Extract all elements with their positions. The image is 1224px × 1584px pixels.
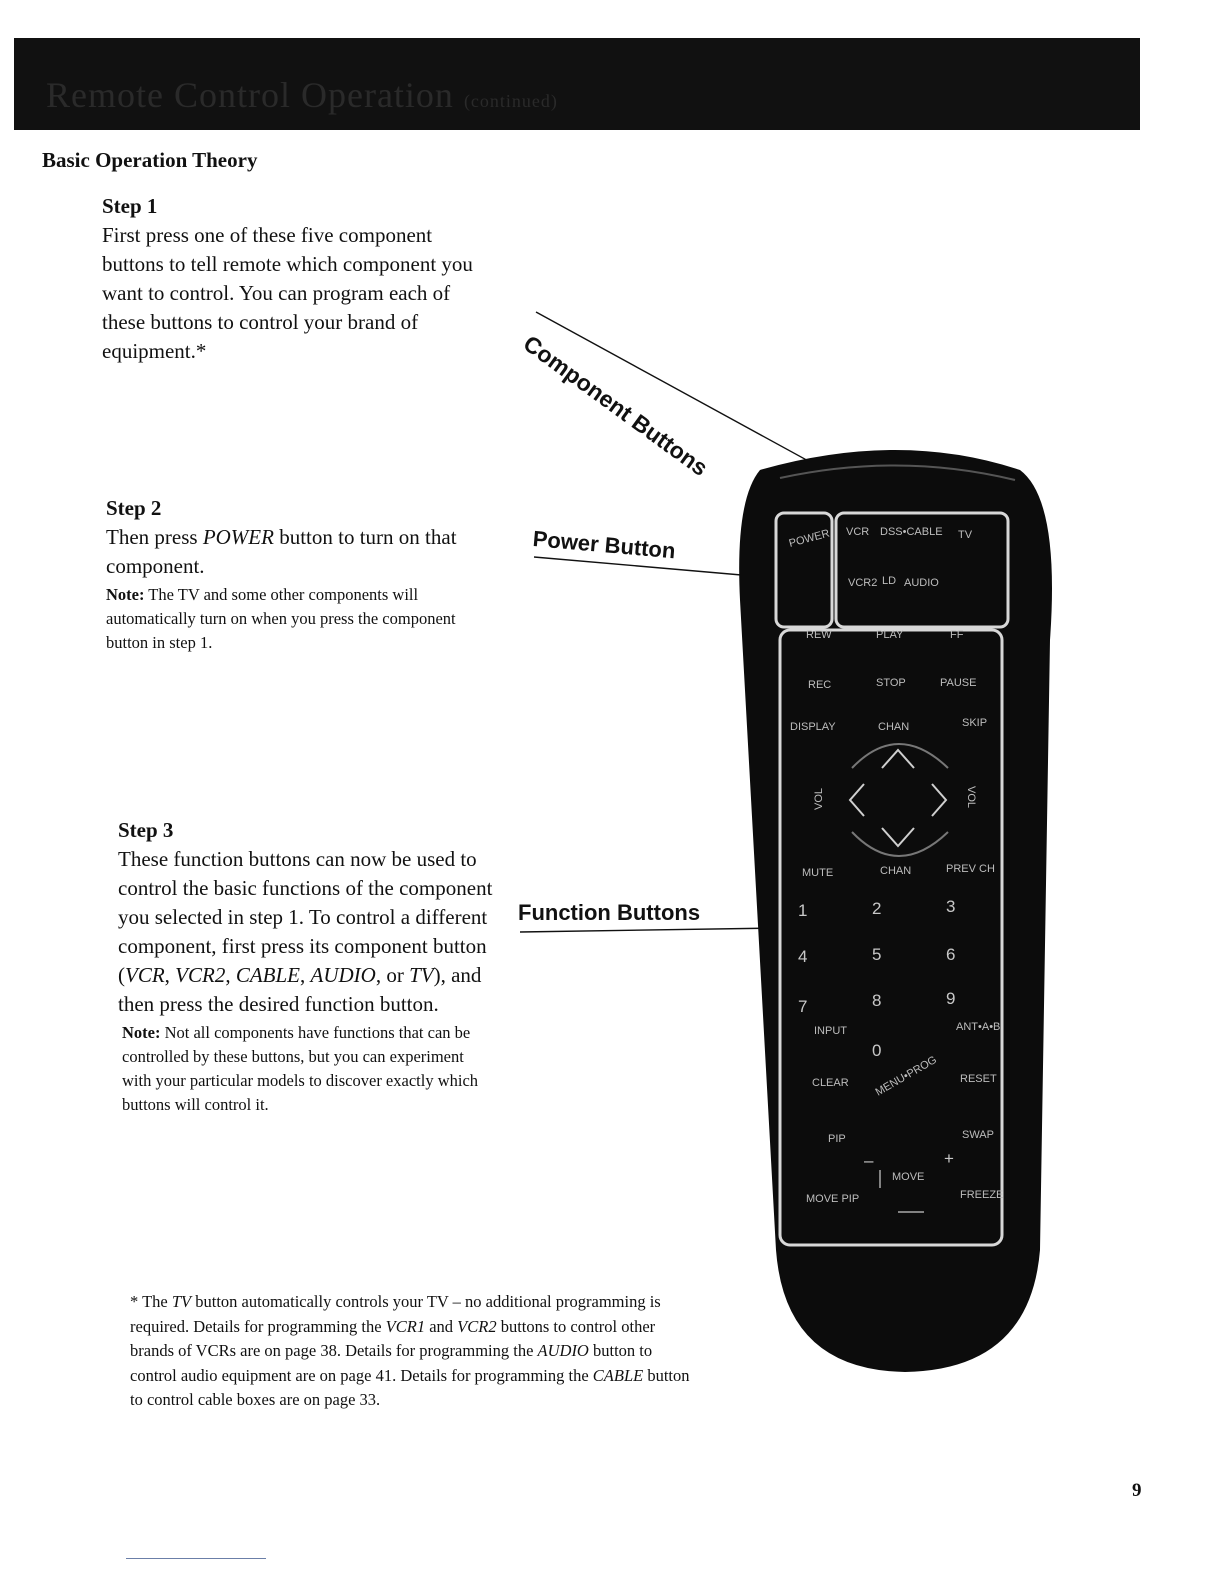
digit-2: 2 — [872, 899, 882, 918]
label-prev-ch: PREV CH — [946, 863, 995, 875]
component-label-ld: LD — [882, 575, 897, 587]
footnote-p1: * The — [130, 1292, 172, 1311]
digit-5: 5 — [872, 945, 882, 964]
step-3-note-label: Note: — [122, 1023, 161, 1042]
label-menu-prog: MENU•PROG — [873, 1053, 939, 1099]
label-rew: REW — [806, 629, 832, 641]
step-1-label: Step 1 — [102, 194, 158, 218]
step-3-sep3: , — [300, 963, 311, 987]
remote-control-illustration — [500, 440, 1060, 1380]
step-3-em-vcr2: VCR2 — [175, 963, 226, 987]
digit-8: 8 — [872, 991, 882, 1010]
component-label-cable: DSS•CABLE — [880, 526, 943, 538]
label-ff: FF — [950, 629, 964, 641]
digit-6: 6 — [946, 945, 956, 964]
label-ant-a-b: ANT•A•B — [956, 1021, 1001, 1033]
label-swap: SWAP — [962, 1129, 994, 1141]
digit-7: 7 — [798, 997, 808, 1016]
digit-9: 9 — [946, 989, 956, 1008]
step-3-note-text: Not all components have functions that can be controlled by these buttons, but you can experiment with your particular models to discover exactly which buttons will control it. — [122, 1023, 479, 1114]
footnote — [130, 1290, 690, 1413]
step-2-body-post: button to turn on that component. — [106, 525, 457, 578]
footnote-p2: button automatically controls your TV – no additional programming is required. Details for programming the — [130, 1292, 661, 1336]
label-rec: REC — [808, 679, 832, 691]
step-3-sep4: , or — [375, 963, 410, 987]
step-3-label: Step 3 — [118, 818, 174, 842]
label-chan-up: CHAN — [878, 721, 910, 733]
digit-3: 3 — [946, 897, 956, 916]
step-2-body-em: POWER — [202, 525, 274, 549]
label-move: MOVE — [892, 1171, 925, 1183]
footnote-em-audio: AUDIO — [537, 1341, 589, 1360]
step-2-note-text: The TV and some other components will automatically turn on when you press the component button in step 1. — [106, 585, 456, 652]
label-play: PLAY — [876, 629, 904, 641]
label-stop: STOP — [876, 677, 906, 689]
label-pip: PIP — [828, 1133, 846, 1145]
step-2-label: Step 2 — [106, 496, 162, 520]
digit-0: 0 — [872, 1041, 882, 1060]
power-label: POWER — [787, 527, 831, 550]
header-title-suffix: (continued) — [463, 91, 558, 111]
digit-4: 4 — [798, 947, 808, 966]
label-vol-left: VOL — [813, 787, 825, 810]
label-minus: – — [864, 1151, 874, 1170]
component-label-audio: AUDIO — [904, 577, 939, 589]
header-title-text: Remote Control Operation — [46, 75, 454, 115]
step-3-body-pre: These function buttons can now be used to control the basic functions of the component you selected in step 1. To control a different component, first press its component button ( — [118, 847, 493, 987]
label-chan-down: CHAN — [880, 865, 912, 877]
callout-function-buttons: Function Buttons — [518, 900, 701, 925]
label-input: INPUT — [814, 1025, 847, 1037]
step-3-sep2: , — [225, 963, 236, 987]
footnote-p3: and — [425, 1316, 458, 1336]
step-3-em-audio: AUDIO — [310, 963, 376, 987]
footnote-p4: buttons to control other brands of VCRs are on page 38. Details for programming the — [130, 1316, 656, 1360]
step-2-body-pre: Then press — [106, 525, 203, 549]
page-number: 9 — [1132, 1480, 1142, 1501]
label-freeze: FREEZE — [960, 1189, 1004, 1201]
step-2-note-label: Note: — [106, 585, 145, 604]
step-3-em-cable: CABLE — [235, 963, 301, 987]
footnote-em-vcr2: VCR2 — [457, 1316, 497, 1336]
component-label-vcr: VCR — [846, 526, 870, 538]
label-mute: MUTE — [802, 867, 834, 879]
footnote-p5: button to control audio equipment are on page 41. Details for programming the — [130, 1341, 653, 1385]
label-clear: CLEAR — [812, 1077, 849, 1089]
callout-component-buttons: Component Buttons — [518, 330, 713, 481]
step-3-sep1: , — [164, 963, 176, 987]
callout-power-button: Power Button — [531, 526, 677, 564]
component-label-vcr2: VCR2 — [848, 577, 878, 589]
step-3-body-post: ), and then press the desired function button. — [118, 963, 482, 1016]
label-move-pip: MOVE PIP — [806, 1193, 860, 1205]
component-label-tv: TV — [958, 529, 973, 541]
label-plus: + — [944, 1149, 954, 1168]
label-skip: SKIP — [962, 717, 988, 729]
label-display: DISPLAY — [790, 721, 836, 733]
footnote-em-vcr1: VCR1 — [385, 1316, 426, 1336]
section-heading: Basic Operation Theory — [42, 148, 258, 172]
step-3-em-tv: TV — [409, 963, 434, 987]
step-1-body: First press one of these five component buttons to tell remote which component you want to control. You can program each of these buttons to control your brand of equipment.* — [102, 223, 473, 363]
label-vol-right: VOL — [965, 786, 977, 809]
digit-1: 1 — [798, 901, 808, 920]
label-pause: PAUSE — [940, 677, 977, 689]
footer-rule — [126, 1558, 266, 1559]
footnote-em-tv: TV — [171, 1292, 192, 1311]
footnote-em-cable: CABLE — [592, 1365, 644, 1385]
label-reset: RESET — [960, 1073, 997, 1085]
footnote-p6: button to control cable boxes are on page 33. — [130, 1365, 690, 1409]
step-3-em-vcr: VCR — [125, 963, 165, 987]
